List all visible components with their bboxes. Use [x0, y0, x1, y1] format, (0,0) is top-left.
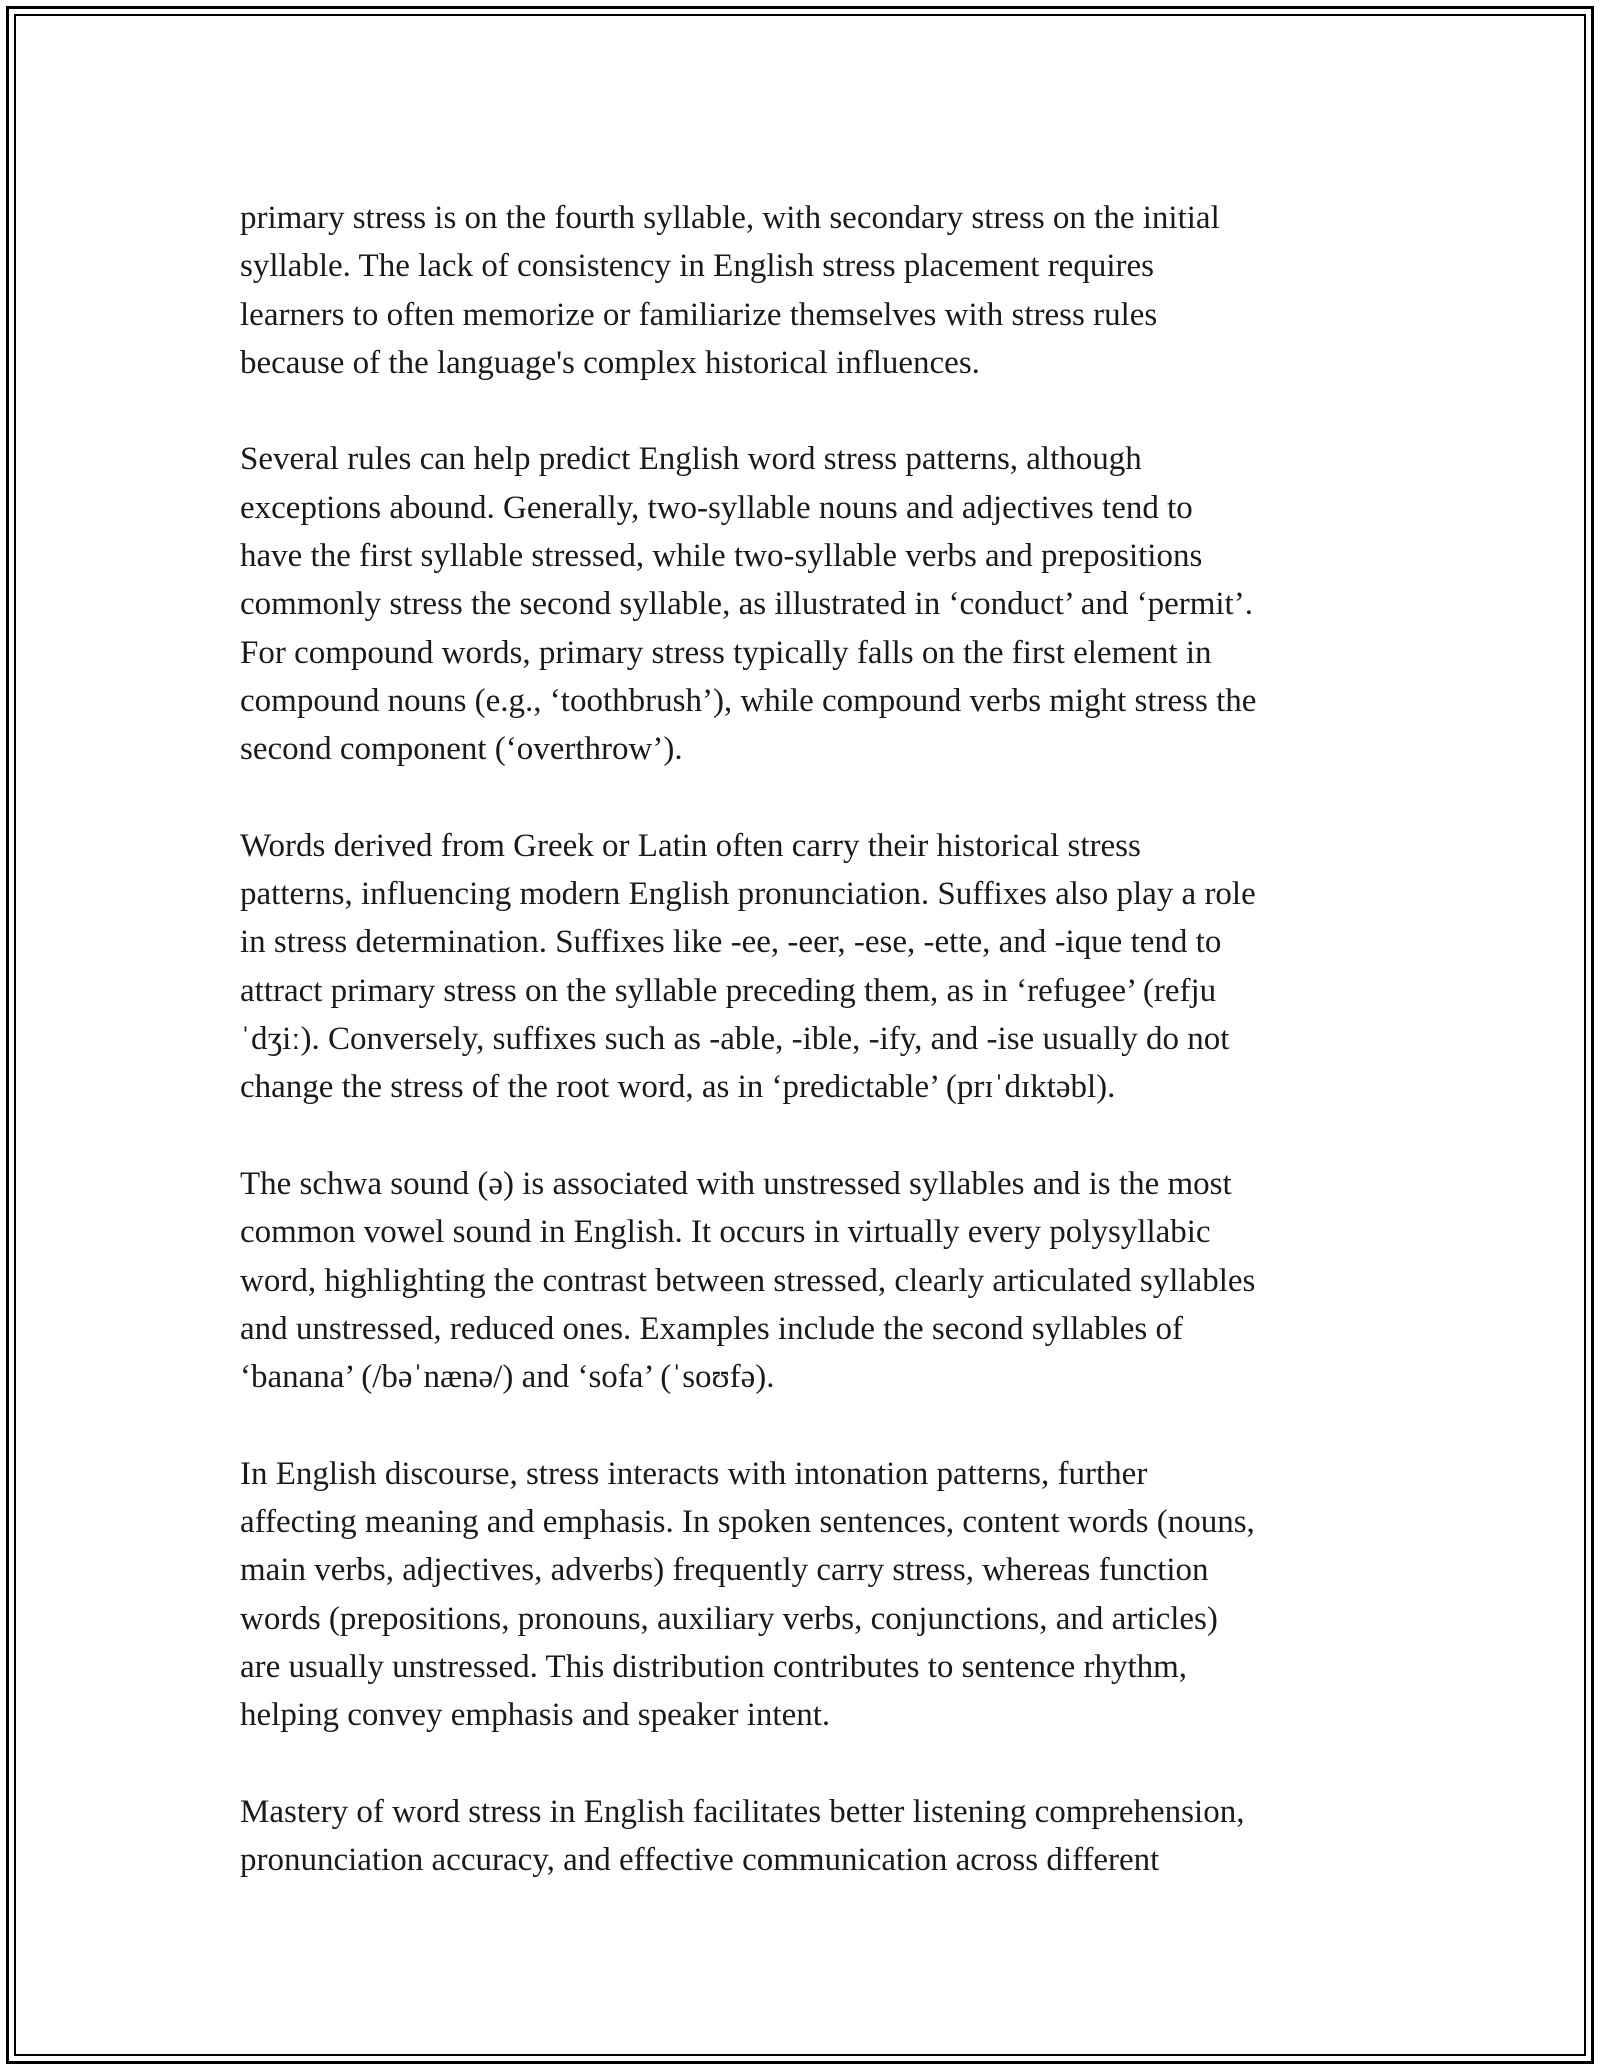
text-line: affecting meaning and emphasis. In spoken sentences, content words (nouns, [240, 1504, 1255, 1541]
text-line: pronunciation accuracy, and effective communication across different [240, 1842, 1160, 1879]
text-line: words (prepositions, pronouns, auxiliary verbs, conjunctions, and articles) [240, 1600, 1218, 1637]
text-line: helping convey emphasis and speaker intent. [240, 1697, 831, 1734]
text-line: because of the language's complex historical influences. [240, 344, 980, 381]
text-line: patterns, influencing modern English pronunciation. Suffixes also play a role [240, 876, 1256, 913]
text-line: have the first syllable stressed, while two-syllable verbs and prepositions [240, 538, 1203, 575]
text-line: common vowel sound in English. It occurs in virtually every polysyllabic [240, 1214, 1211, 1251]
text-line: are usually unstressed. This distribution contributes to sentence rhythm, [240, 1648, 1188, 1685]
paragraph-2 [240, 435, 1390, 773]
text-line: attract primary stress on the syllable preceding them, as in ‘refugee’ (refju [240, 972, 1217, 1009]
text-line: In English discourse, stress interacts with intonation patterns, further [240, 1455, 1148, 1492]
text-line: The schwa sound (ə) is associated with unstressed syllables and is the most [240, 1165, 1232, 1202]
paragraph-5 [240, 1450, 1390, 1740]
text-line: ˈdʒiː). Conversely, suffixes such as -able, -ible, -ify, and -ise usually do not [240, 1021, 1230, 1058]
document-body [240, 194, 1390, 1884]
text-line: For compound words, primary stress typically falls on the first element in [240, 634, 1212, 671]
page-frame [6, 6, 1594, 2064]
text-line: exceptions abound. Generally, two-syllable nouns and adjectives tend to [240, 489, 1193, 526]
text-line: main verbs, adjectives, adverbs) frequently carry stress, whereas function [240, 1552, 1209, 1589]
page-inner-frame [14, 14, 1586, 2056]
text-line: learners to often memorize or familiarize themselves with stress rules [240, 296, 1158, 333]
text-line: primary stress is on the fourth syllable, with secondary stress on the initial [240, 200, 1220, 236]
text-line: second component (‘overthrow’). [240, 731, 683, 768]
text-line: compound nouns (e.g., ‘toothbrush’), while compound verbs might stress the [240, 682, 1257, 719]
text-line: Words derived from Greek or Latin often carry their historical stress [240, 827, 1141, 864]
paragraph-4 [240, 1160, 1390, 1401]
text-line: Mastery of word stress in English facilitates better listening comprehension, [240, 1793, 1245, 1830]
paragraph-6 [240, 1788, 1390, 1885]
paragraph-1 [240, 194, 1390, 387]
text-line: and unstressed, reduced ones. Examples include the second syllables of [240, 1310, 1183, 1347]
text-line: commonly stress the second syllable, as illustrated in ‘conduct’ and ‘permit’. [240, 586, 1253, 623]
text-line: change the stress of the root word, as in ‘predictable’ (prɪˈdɪktəbl). [240, 1069, 1116, 1106]
text-line: ‘banana’ (/bəˈnænə/) and ‘sofa’ (ˈsoʊfə). [240, 1359, 775, 1396]
paragraph-3 [240, 822, 1390, 1112]
text-line: word, highlighting the contrast between stressed, clearly articulated syllables [240, 1262, 1256, 1299]
text-line: Several rules can help predict English word stress patterns, although [240, 441, 1142, 478]
text-line: syllable. The lack of consistency in English stress placement requires [240, 248, 1154, 285]
text-line: in stress determination. Suffixes like -ee, -eer, -ese, -ette, and -ique tend to [240, 924, 1222, 961]
